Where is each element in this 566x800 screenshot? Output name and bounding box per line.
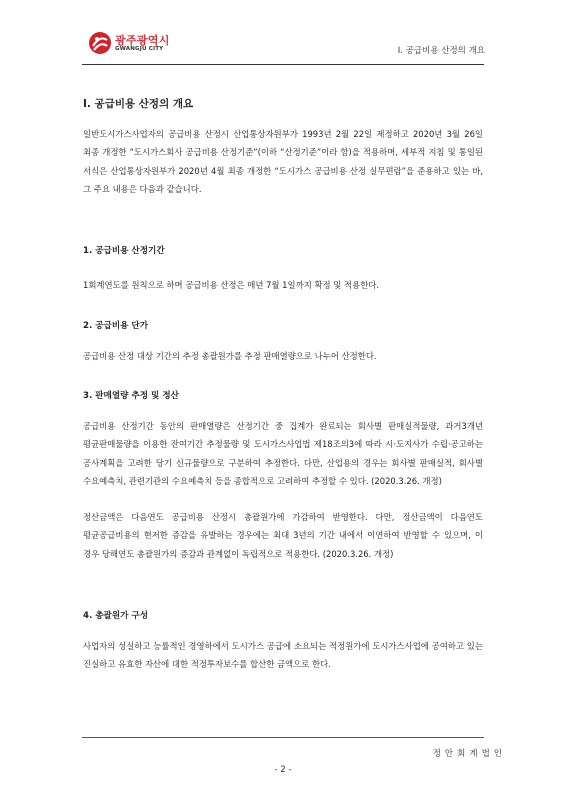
page-number: - 2 - xyxy=(274,765,292,775)
intro-paragraph: 일반도시가스사업자의 공급비용 산정시 산업통상자원부가 1993년 2월 22일 제정하고 2020년 3월 26일 최종 개정한 “도시가스회사 공급비용 산정기준”(이하 “산정기준”이라 함)을 적용하며, 세부적 지침 및 통일된 서식은 산업통상자원부가 2020년 4월 최종 개정한 “도시가스 공급비용 산정 실무편람”을 준용하고 있는 바, 그 주요 내용은 다음과 같습니다. xyxy=(83,129,483,194)
section-3-paragraph-2: 정산금액은 다음연도 공급비용 산정시 총괄원가에 가감하여 반영한다. 다만, 정산금액이 다음연도 평균공급비용의 현저한 증감을 유발하는 경우에는 최대 3년의 기간 내에서 이연하여 반영할 수 있으며, 이 경우 당해연도 총괄원가의 증감과 관계없이 독립적으로 적용한다. (2020.3.26. 개정) xyxy=(83,512,483,559)
section-3-heading: 3. 판매열량 추정 및 정산 xyxy=(83,391,179,401)
section-4-heading: 4. 총괄원가 구성 xyxy=(83,611,149,621)
running-header-title: Ⅰ. 공급비용 산정의 개요 xyxy=(397,46,485,56)
logo-english-text: GWANGJU CITY xyxy=(115,46,164,52)
header-divider xyxy=(82,64,484,65)
footer-organization: 정안회계법인 xyxy=(432,749,506,759)
section-3-paragraph-1: 공급비용 산정기간 동안의 판매열량은 산정기간 중 집계가 완료되는 회사별 판매실적물량, 과거3개년 평균판매물량을 이용한 잔여기간 추정물량 및 도시가스사업법 제18조의3에 따라 시·도지사가 수립·공고하는 공사계획을 고려한 당기 신규물량으로 구분하여 추정한다. 다만, 산업용의 경우는 회사별 판매실적, 회사별 수요예측치, 관련기관의 수요예측치 등을 종합적으로 고려하여 추정할 수 있다. (2020.3.26. 개정) xyxy=(83,421,483,486)
chapter-title: Ⅰ. 공급비용 산정의 개요 xyxy=(83,98,194,110)
gwangju-emblem-icon xyxy=(88,31,112,55)
footer-divider xyxy=(82,737,484,738)
page-header xyxy=(0,0,566,70)
gwangju-city-logo xyxy=(88,31,184,59)
logo-korean-text: 광주광역시 xyxy=(115,34,170,47)
section-2-heading: 2. 공급비용 단가 xyxy=(83,321,149,331)
section-2-paragraph: 공급비용 산정 대상 기간의 추정 총괄원가를 추정 판매열량으로 나누어 산정한다. xyxy=(83,351,377,361)
section-4-paragraph: 사업자의 성실하고 능률적인 경영하에서 도시가스 공급에 소요되는 적정원가에 도시가스사업에 공여하고 있는 진실하고 유효한 자산에 대한 적정투자보수를 합산한 금액으로 한다. xyxy=(83,641,483,670)
section-1-paragraph: 1회계연도를 원칙으로 하며 공급비용 산정은 매년 7월 1일까지 확정 및 적용한다. xyxy=(83,280,380,290)
section-1-heading: 1. 공급비용 산정기간 xyxy=(83,246,165,256)
